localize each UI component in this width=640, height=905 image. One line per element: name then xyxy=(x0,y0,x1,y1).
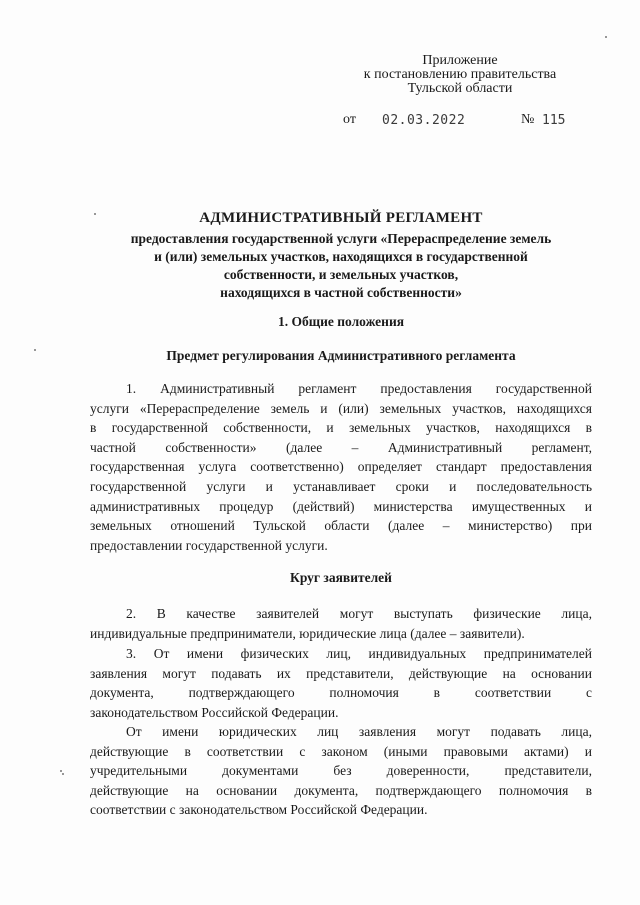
appendix-line-3: Тульской области xyxy=(407,81,513,96)
section-subheading-subject: Предмет регулирования Административного регламента xyxy=(166,348,516,363)
from-label: от xyxy=(343,112,356,127)
subtitle-line: предоставления государственной услуги «Перераспределение земель xyxy=(130,231,552,246)
paragraph-line: действующие на основании документа, подтверждающего полномочия в xyxy=(90,782,592,798)
paragraph-line: соответствии с законодательством Российской Федерации. xyxy=(90,802,428,818)
scan-speck xyxy=(60,770,62,772)
resolution-date-line xyxy=(0,112,640,132)
paragraph-line: учредительными документами без доверенности, представители, xyxy=(90,763,592,779)
number-sign: № xyxy=(521,112,535,127)
resolution-date: 02.03.2022 xyxy=(382,113,466,128)
scan-speck xyxy=(34,349,36,351)
paragraph-line: законодательством Российской Федерации. xyxy=(90,704,339,720)
paragraph-line: государственная услуга соответственно) определяет стандарт предоставления xyxy=(90,459,592,475)
paragraph-line: документа, подтверждающего полномочия в соответствии с xyxy=(90,685,592,701)
resolution-number: 115 xyxy=(542,113,566,128)
paragraph-line: административных процедур (действий) министерства имущественных и xyxy=(90,498,592,514)
paragraph-line: частной собственности» (далее – Административный регламент, xyxy=(90,439,592,455)
scan-speck xyxy=(94,213,96,215)
paragraph-line: предоставлении государственной услуги. xyxy=(90,537,328,553)
paragraph-2 xyxy=(90,604,592,643)
scan-speck xyxy=(605,36,607,38)
paragraph-3 xyxy=(90,644,592,722)
paragraph-line: государственной услуги и устанавливает сроки и последовательность xyxy=(90,478,592,494)
subtitle-line: находящихся в частной собственности» xyxy=(220,285,462,300)
scan-speck xyxy=(62,773,64,775)
section-heading-applicants: Круг заявителей xyxy=(290,570,392,585)
subtitle-line: и (или) земельных участков, находящихся в государственной xyxy=(154,249,528,264)
section-heading-general: 1. Общие положения xyxy=(277,314,405,329)
appendix-block xyxy=(340,54,580,96)
paragraph-line: действующие в соответствии с законом (иными правовыми актами) и xyxy=(90,743,592,759)
subtitle-line: собственности, и земельных участков, xyxy=(223,267,459,282)
paragraph-line: услуги «Перераспределение земель и (или) земельных участков, находящихся xyxy=(90,400,592,416)
appendix-line-1: Приложение xyxy=(422,53,498,68)
paragraph-line: 1. Административный регламент предоставления государственной xyxy=(126,381,592,396)
paragraph-line: в государственной собственности, и земельных участков, находящихся в xyxy=(90,420,592,436)
paragraph-4 xyxy=(90,722,592,820)
document-subtitle xyxy=(90,230,592,302)
paragraph-line: От имени юридических лиц заявления могут подавать лица, xyxy=(126,724,592,739)
paragraph-line: 2. В качестве заявителей могут выступать физические лица, xyxy=(126,606,592,621)
paragraph-line: земельных отношений Тульской области (далее – министерство) при xyxy=(90,518,592,534)
paragraph-1 xyxy=(90,379,592,555)
appendix-line-2: к постановлению правительства xyxy=(363,67,557,82)
paragraph-line: индивидуальные предприниматели, юридические лица (далее – заявители). xyxy=(90,625,525,641)
paragraph-line: заявления могут подавать их представители, действующие на основании xyxy=(90,665,592,681)
paragraph-line: 3. От имени физических лиц, индивидуальных предпринимателей xyxy=(126,646,592,661)
document-title: АДМИНИСТРАТИВНЫЙ РЕГЛАМЕНТ xyxy=(199,210,483,226)
